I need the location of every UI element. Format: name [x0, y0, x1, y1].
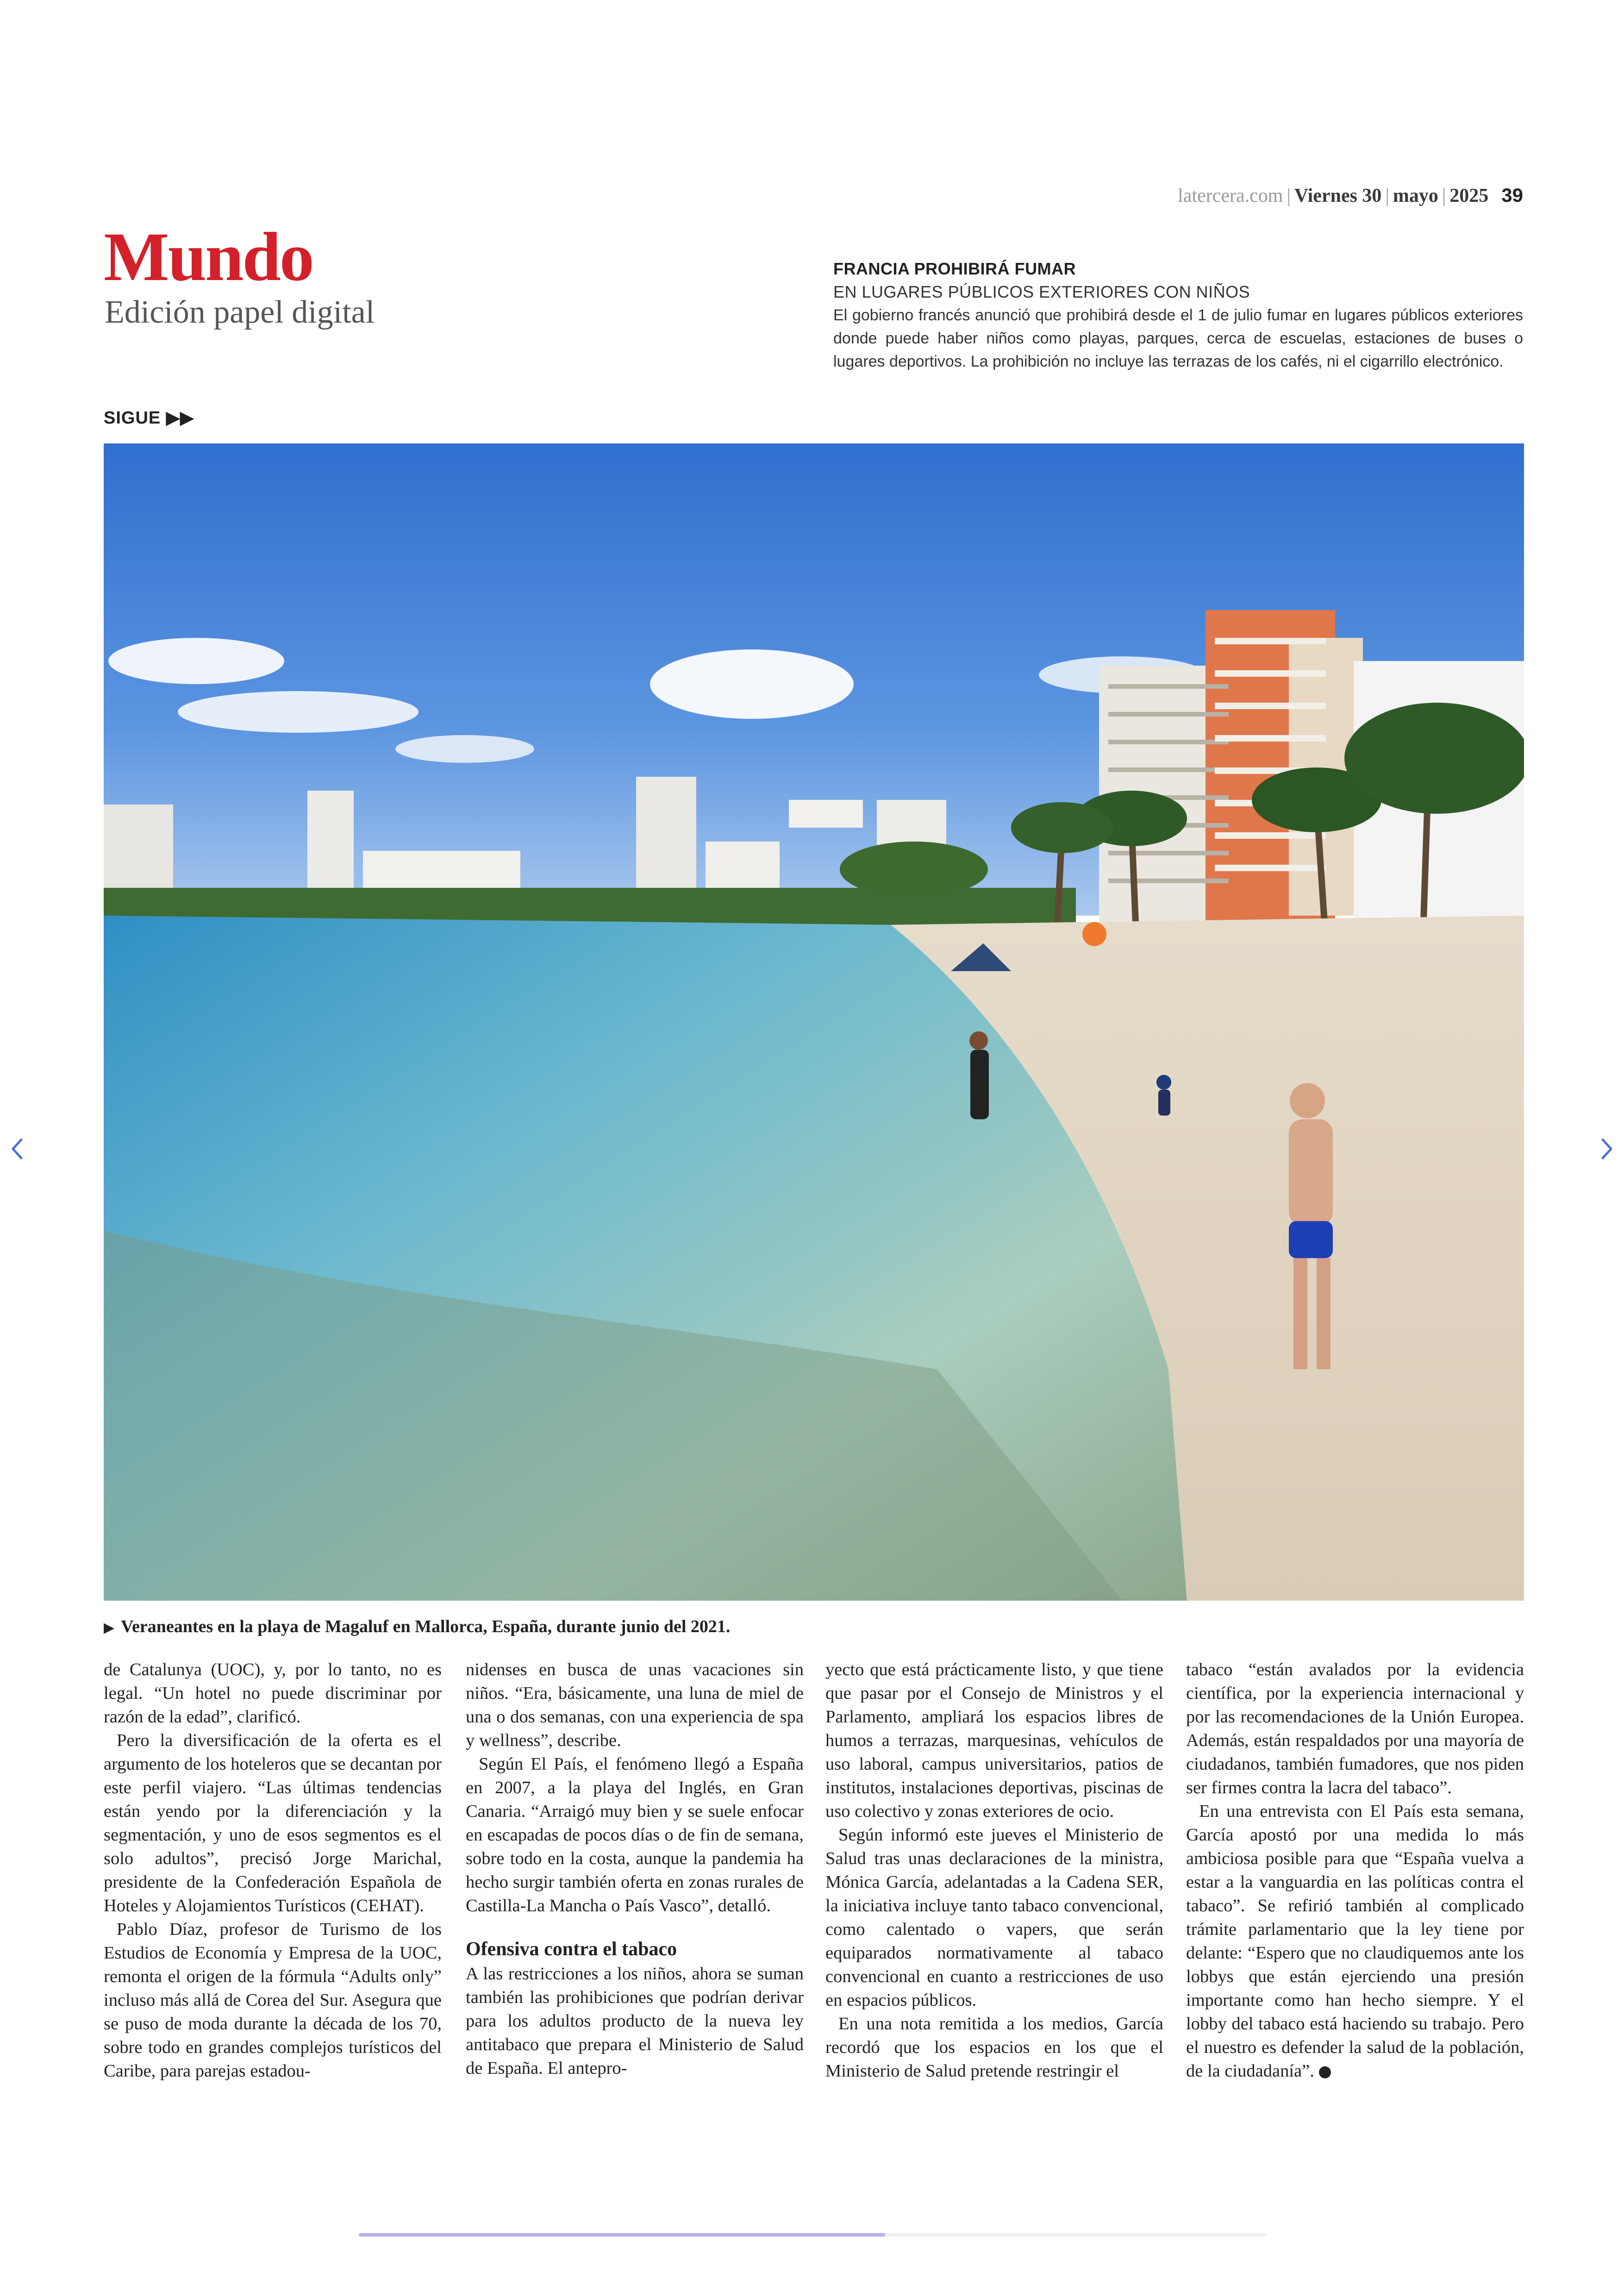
issue-day: Viernes 30 [1294, 185, 1382, 206]
brief-body: El gobierno francés anunció que prohibirá desde el 1 de julio fumar en lugares públicos exteriores donde puede haber niños como playas, parques, cerca de escuelas, estaciones de buses o lugares deportivos. La prohibición no incluye las terrazas de los cafés, ni el cigarrillo electrónico. [833, 306, 1523, 370]
paragraph: yecto que está prácticamente listo, y que tiene que pasar por el Consejo de Ministros y el Parlamento, ampliará los espacios libres de humos a terrazas, marquesinas, vehículos de uso laboral, campus universitarios, patios de institutos, instalaciones deportivas, piscinas de uso colectivo y zonas exteriores de ocio. [825, 1660, 1163, 1821]
page-number: 39 [1501, 184, 1523, 206]
continue-label: SIGUE ▶▶ [104, 408, 194, 428]
article-column-2 [466, 1658, 804, 2080]
beach-photo-illustration [104, 443, 1524, 1601]
article-column-3 [825, 1658, 1163, 2083]
prev-page-button[interactable] [7, 1135, 26, 1163]
brief-subtitle: EN LUGARES PÚBLICOS EXTERIORES CON NIÑOS [833, 282, 1250, 301]
chevron-right-icon [1598, 1135, 1617, 1163]
paragraph: En una entrevista con El País esta semana, García apostó por una medida lo más ambiciosa posible para que “España vuelva a estar a la vanguardia en las políticas contra el tabaco”. Se refirió también al complicado trámite parlamentario que la ley tiene por delante: “Espero que no claudiquemos ante los lobbys que están ejerciendo una presión importante como han hecho siempre. Y el lobby del tabaco está haciendo su trabajo. Pero el nuestro es defender la salud de la población, de la ciudadanía”. [1186, 1802, 1524, 2081]
reading-progress-fill [359, 2233, 885, 2237]
bullet-end-icon [1319, 2066, 1331, 2078]
paragraph: de Catalunya (UOC), y, por lo tanto, no es legal. “Un hotel no puede discriminar por razón de la edad”, clarificó. [104, 1660, 442, 1727]
subheading: Ofensiva contra el tabaco [466, 1939, 677, 1960]
news-brief [833, 257, 1523, 373]
site-name: latercera.com [1178, 185, 1283, 206]
paragraph: Según El País, el fenómeno llegó a España en 2007, a la playa del Inglés, en Gran Canaria. “Arraigó muy bien y se suele enfocar en escapadas de pocos días o de fin de semana, sobre todo en la costa, aunque la pandemia ha hecho surgir también oferta en zonas rurales de Castilla-La Mancha o País Vasco”, detalló. [466, 1754, 804, 1915]
paragraph: A las restricciones a los niños, ahora se suman también las prohibiciones que podrían derivar para los adultos producto de la nueva ley antitabaco que prepara el Ministerio de Salud de España. El antepro- [466, 1964, 804, 2078]
brief-title: FRANCIA PROHIBIRÁ FUMAR [833, 259, 1076, 278]
paragraph: Pero la diversificación de la oferta es el argumento de los hoteleros que se decantan por este perfil viajero. “Las últimas tendencias están yendo por la diferenciación y la segmentación, y uno de esos segmentos es el solo adultos”, precisó Jorge Marichal, presidente de la Confederación Española de Hoteles y Alojamientos Turísticos (CEHAT). [104, 1731, 442, 1915]
section-subtitle: Edición papel digital [105, 294, 375, 330]
section-title: Mundo [104, 218, 313, 295]
paragraph: nidenses en busca de unas vacaciones sin niños. “Era, básicamente, una luna de miel de una o dos semanas, con una experiencia de spa y wellness”, describe. [466, 1660, 804, 1750]
photo-caption [104, 1616, 1524, 1637]
issue-month: mayo [1393, 185, 1438, 206]
caption-text: Veraneantes en la playa de Magaluf en Mallorca, España, durante junio del 2021. [121, 1617, 731, 1636]
paragraph: tabaco “están avalados por la evidencia científica, por la experiencia internacional y por las recomendaciones de la Unión Europea. Además, están respaldados por una mayoría de ciudadanos, también fumadores, que nos piden ser firmes contra la lacra del tabaco”. [1186, 1660, 1524, 1797]
next-page-button[interactable] [1598, 1135, 1617, 1163]
article-column-1 [104, 1658, 442, 2083]
paragraph: En una nota remitida a los medios, García recordó que los espacios en los que el Ministerio de Salud pretende restringir el [825, 2014, 1163, 2081]
issue-header: latercera.com | Viernes 30 | mayo | 2025 39 [1178, 184, 1523, 206]
paragraph: Según informó este jueves el Ministerio de Salud tras unas declaraciones de la ministra, Mónica García, adelantadas a la Cadena SER, la iniciativa incluye tanto tabaco convencional, como calentado o vapers, que serán equiparados normativamente al tabaco convencional en cuanto a restricciones de uso en espacios públicos. [825, 1825, 1163, 2010]
beach-photo [104, 443, 1524, 1601]
issue-year: 2025 [1449, 185, 1489, 206]
article-column-4 [1186, 1658, 1524, 2083]
paragraph: Pablo Díaz, profesor de Turismo de los Estudios de Economía y Empresa de la UOC, remonta el origen de la fórmula “Adults only” incluso más allá de Corea del Sur. Asegura que se puso de moda durante la década de los 70, sobre todo en grandes complejos turísticos del Caribe, para parejas estadou- [104, 1920, 442, 2081]
triangle-right-icon: ▶ [104, 1620, 115, 1636]
chevron-left-icon [7, 1135, 26, 1163]
